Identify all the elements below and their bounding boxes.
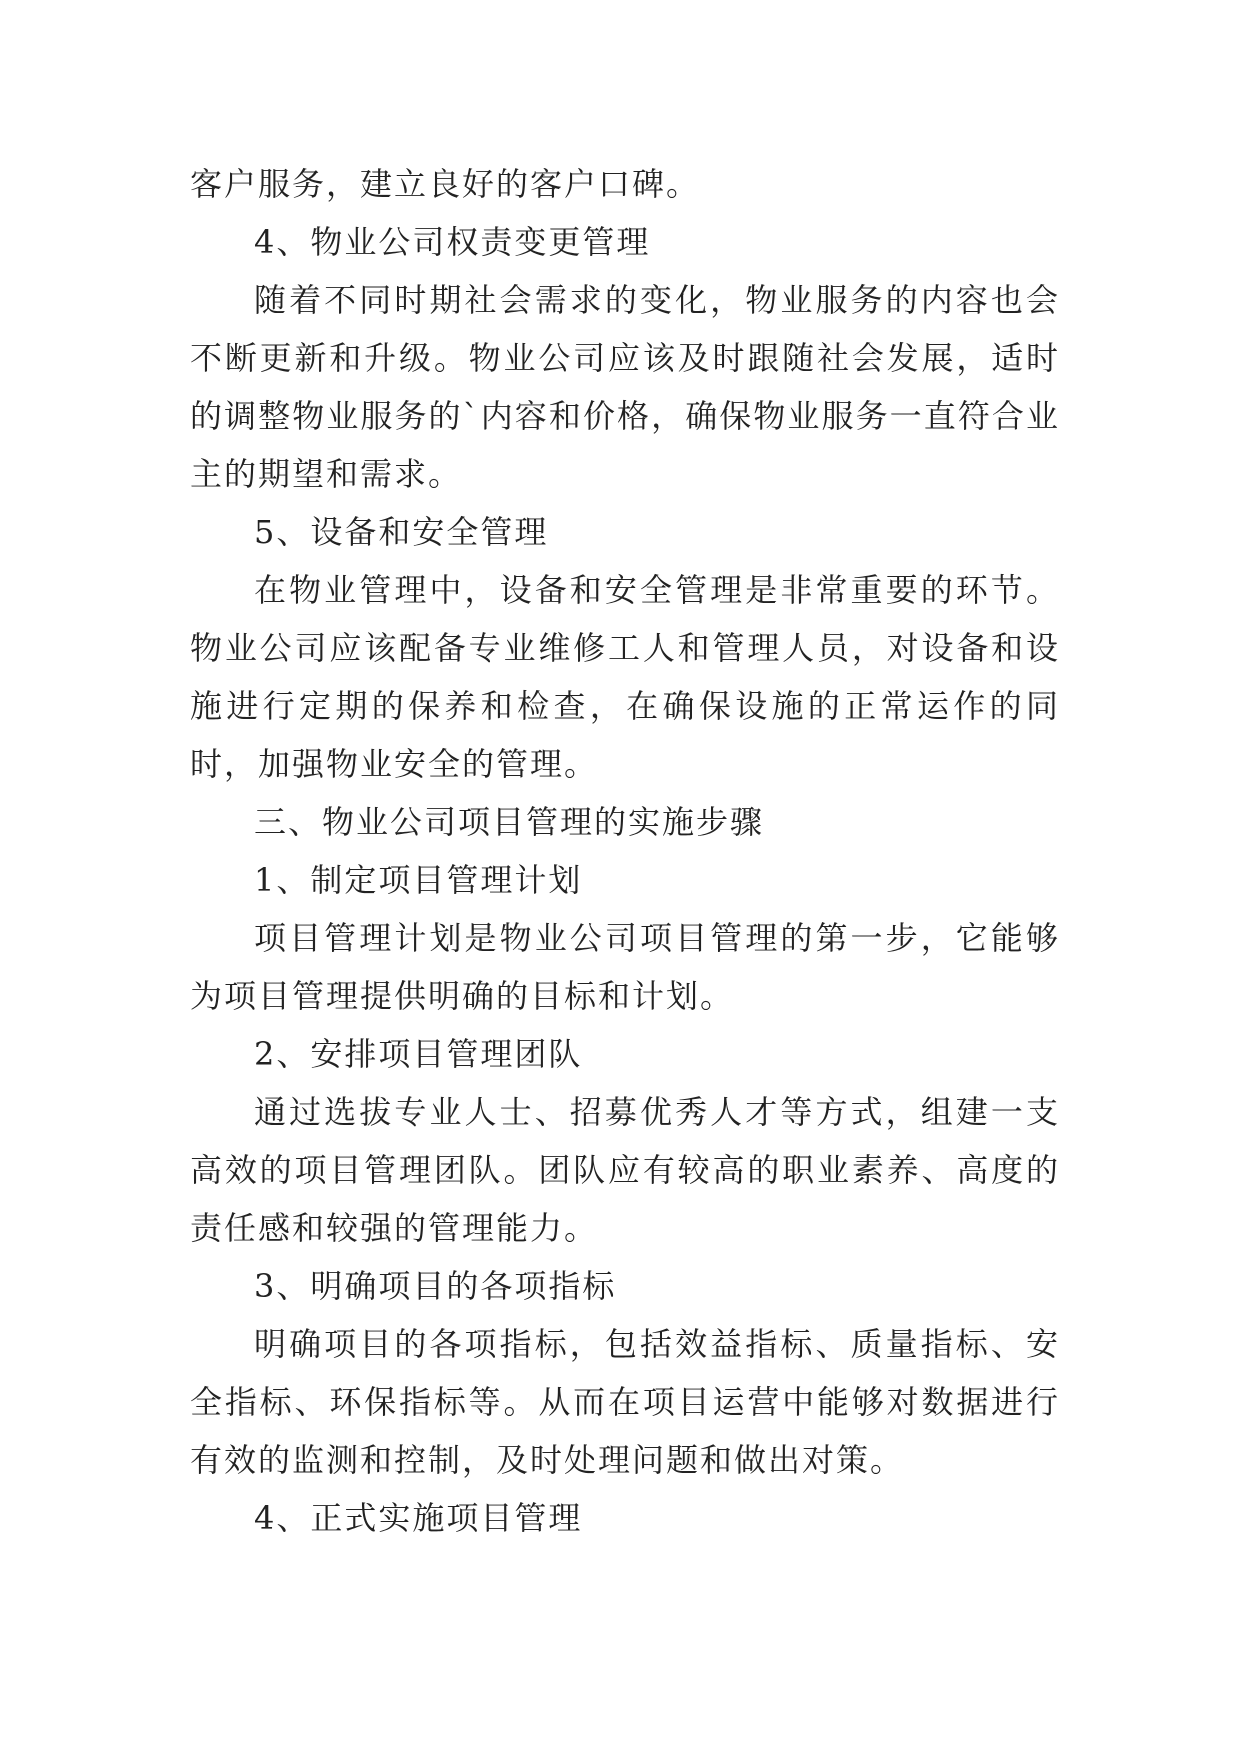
paragraph: 随着不同时期社会需求的变化，物业服务的内容也会不断更新和升级。物业公司应该及时跟随社会发展，适时的调整物业服务的`内容和价格，确保物业服务一直符合业主的期望和需求。 [190, 281, 1060, 493]
document-body [190, 155, 1060, 1547]
paragraph: 项目管理计划是物业公司项目管理的第一步，它能够为项目管理提供明确的目标和计划。 [190, 919, 1060, 1015]
chapter-heading: 三、物业公司项目管理的实施步骤 [254, 803, 765, 841]
paragraph: 明确项目的各项指标，包括效益指标、质量指标、安全指标、环保指标等。从而在项目运营中能够对数据进行有效的监测和控制，及时处理问题和做出对策。 [190, 1325, 1060, 1479]
paragraph: 通过选拔专业人士、招募优秀人才等方式，组建一支高效的项目管理团队。团队应有较高的职业素养、高度的责任感和较强的管理能力。 [190, 1093, 1060, 1247]
section-heading: 4、正式实施项目管理 [254, 1499, 583, 1537]
paragraph-continuation: 客户服务，建立良好的客户口碑。 [190, 165, 701, 203]
section-heading: 1、制定项目管理计划 [254, 861, 583, 899]
section-heading: 5、设备和安全管理 [254, 513, 549, 551]
section-heading: 2、安排项目管理团队 [254, 1035, 583, 1073]
section-heading: 4、物业公司权责变更管理 [254, 223, 651, 261]
paragraph: 在物业管理中，设备和安全管理是非常重要的环节。物业公司应该配备专业维修工人和管理人员，对设备和设施进行定期的保养和检查，在确保设施的正常运作的同时，加强物业安全的管理。 [190, 571, 1060, 783]
section-heading: 3、明确项目的各项指标 [254, 1267, 617, 1305]
